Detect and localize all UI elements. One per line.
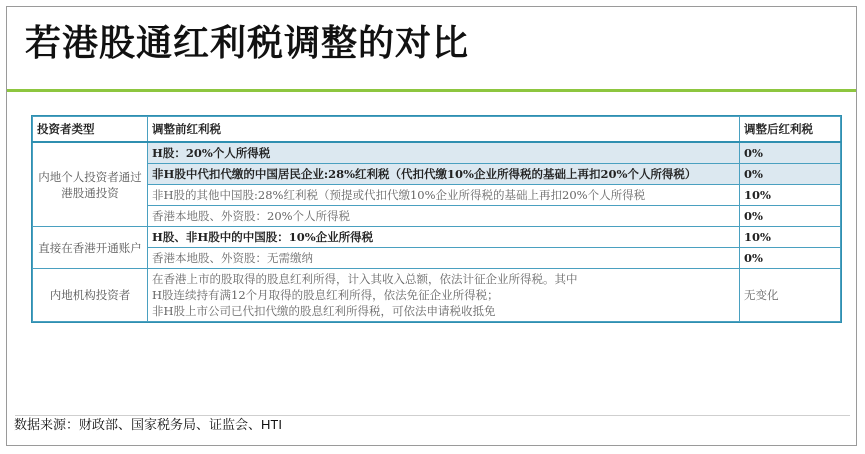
- table-row: [33, 269, 841, 322]
- after-cell: 0%: [740, 248, 841, 269]
- table-row: [33, 248, 841, 269]
- table-row: [33, 227, 841, 248]
- slide-title: 若港股通红利税调整的对比: [25, 23, 470, 64]
- before-cell: H股：20%个人所得税: [148, 142, 740, 164]
- table-row: [33, 164, 841, 185]
- group-label-individual: 内地个人投资者通过港股通投资: [33, 142, 148, 227]
- after-cell: 10%: [740, 227, 841, 248]
- before-line: H股连续持有满12个月取得的股息红利所得，依法免征企业所得税；: [152, 288, 499, 302]
- comparison-table: [31, 115, 842, 323]
- before-cell: 香港本地股、外资股：无需缴纳: [148, 248, 740, 269]
- after-cell: 无变化: [740, 269, 841, 322]
- after-cell: 0%: [740, 206, 841, 227]
- before-line: 非H股上市公司已代扣代缴的股息红利所得税，可依法申请税收抵免: [152, 304, 496, 318]
- before-line: 在香港上市的股取得的股息红利所得，计入其收入总额，依法计征企业所得税。其中: [152, 272, 578, 286]
- table-header-row: [33, 117, 841, 143]
- header-investor-type: 投资者类型: [33, 117, 148, 143]
- slide-frame: [6, 6, 857, 446]
- before-cell: 非H股中代扣代缴的中国居民企业:28%红利税（代扣代缴10%企业所得税的基础上再扣20%个人所得税）: [148, 164, 740, 185]
- before-cell: 香港本地股、外资股：20%个人所得税: [148, 206, 740, 227]
- group-label-hk-account: 直接在香港开通账户: [33, 227, 148, 269]
- before-cell: [148, 269, 740, 322]
- table-row: [33, 185, 841, 206]
- header-tax-before: 调整前红利税: [148, 117, 740, 143]
- after-cell: 10%: [740, 185, 841, 206]
- table-row: [33, 206, 841, 227]
- before-cell: H股、非H股中的中国股：10%企业所得税: [148, 227, 740, 248]
- title-divider: [7, 89, 856, 92]
- after-cell: 0%: [740, 164, 841, 185]
- after-cell: 0%: [740, 142, 841, 164]
- header-tax-after: 调整后红利税: [740, 117, 841, 143]
- data-source-note: 数据来源：财政部、国家税务局、证监会、HTI: [14, 417, 282, 432]
- group-label-institutional: 内地机构投资者: [33, 269, 148, 322]
- table-row: [33, 142, 841, 164]
- before-cell: 非H股的其他中国股:28%红利税（预提或代扣代缴10%企业所得税的基础上再扣20%个人所得税: [148, 185, 740, 206]
